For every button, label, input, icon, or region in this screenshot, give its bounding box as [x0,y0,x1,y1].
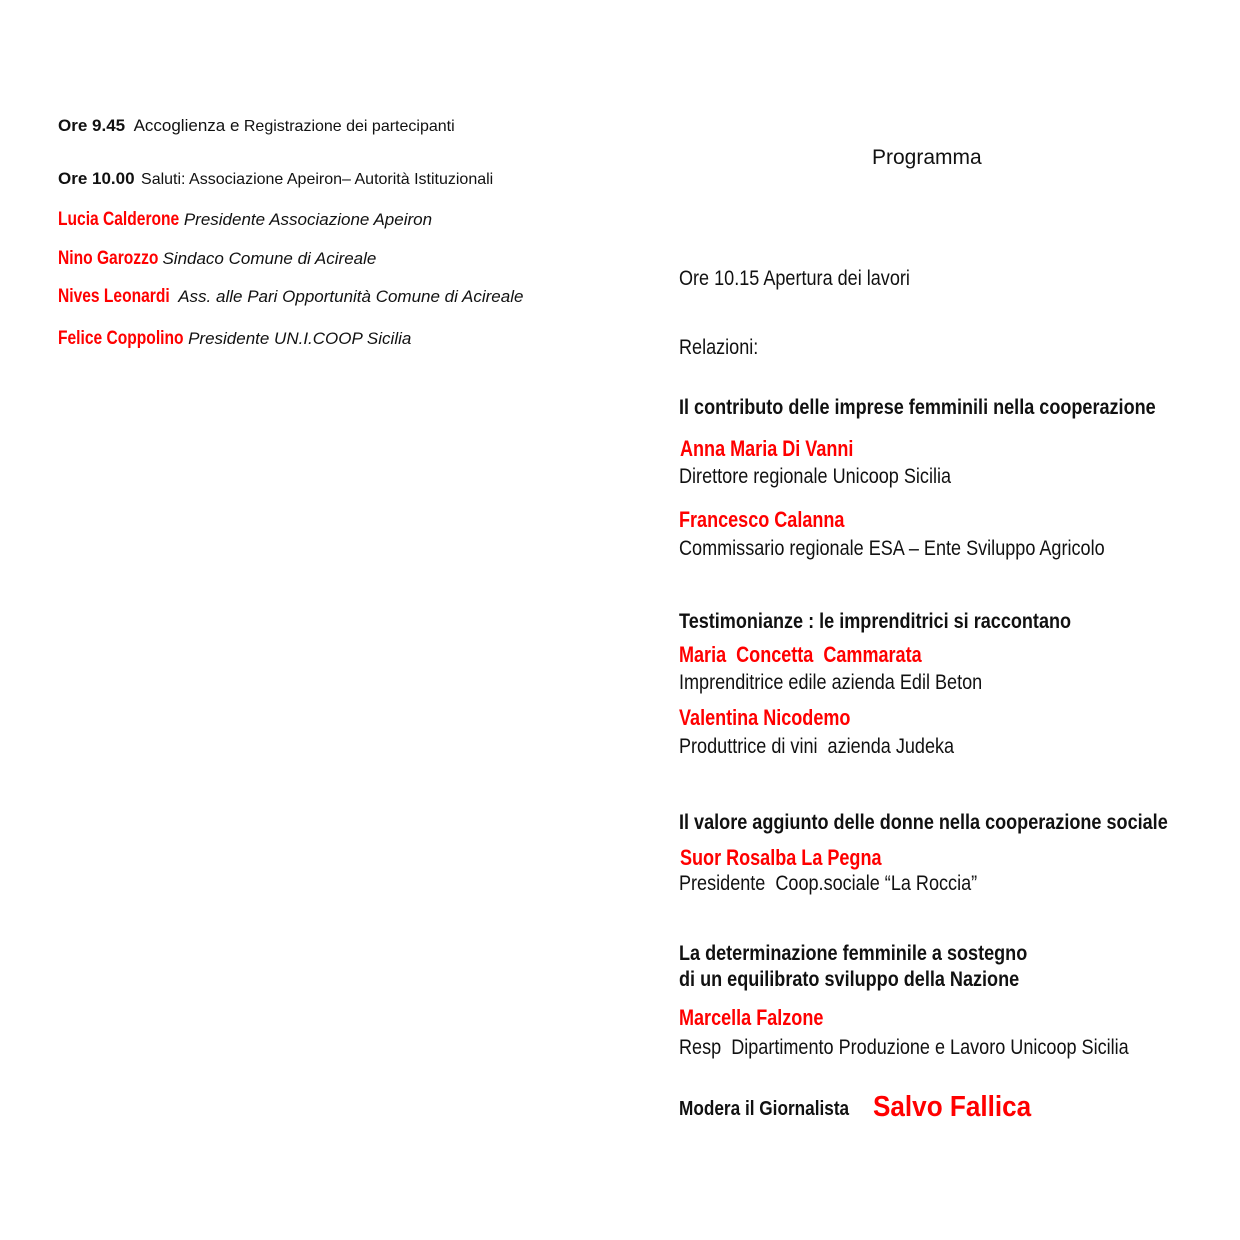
greeting-person [58,248,376,270]
moderator-label: Modera il Giornalista [679,1098,850,1120]
speaker-name [679,705,888,731]
section-heading [679,968,1075,992]
speaker-role-text: Direttore regionale Unicoop Sicilia [679,465,952,488]
opening-text: Ore 10.15 Apertura dei lavori [679,267,910,290]
speaker-name-text: Valentina Nicodemo [679,705,851,730]
time-label: Ore 9.45 [58,116,126,135]
speaker-role [679,671,1032,695]
speaker-role-text: Commissario regionale ESA – Ente Sviluppo Agricolo [679,537,1105,560]
speaker-role-text: Presidente Coop.sociale “La Roccia” [679,872,978,895]
moderator-line [679,1091,1032,1123]
relazioni-label [679,336,771,360]
speaker-name [680,436,892,462]
person-name: Lucia Calderone [58,209,180,230]
relazioni-text: Relazioni: [679,336,759,359]
section-heading-text: Testimonianze : le imprenditrici si raccontano [679,610,1072,633]
speaker-name [679,507,881,533]
speaker-role-text: Produttrice di vini azienda Judeka [679,735,955,758]
registration-text: Registrazione dei partecipanti [243,118,455,135]
person-name: Felice Coppolino [58,328,184,349]
section-heading-text: Il contributo delle imprese femminili nella cooperazione [679,396,1156,419]
greeting-person [58,286,523,308]
person-role: Presidente Associazione Apeiron [183,210,433,229]
speaker-name [679,642,975,668]
person-name: Nives Leonardi [58,286,170,307]
speaker-role-text: Resp Dipartimento Produzione e Lavoro Unicoop Sicilia [679,1036,1129,1059]
section-heading [679,942,1084,966]
opening-line [679,267,948,291]
welcome-text: Accoglienza e [133,116,240,135]
greetings-text: Saluti: Associazione Apeiron– Autorità Istituzionali [141,171,494,188]
speaker-role [679,872,1026,896]
person-role: Sindaco Comune di Acireale [162,249,377,268]
speaker-name-text: Anna Maria Di Vanni [680,436,854,461]
person-role: Ass. alle Pari Opportunità Comune di Acireale [178,287,524,306]
speaker-name-text: Francesco Calanna [679,507,845,532]
speaker-name [679,1005,855,1031]
person-role: Presidente UN.I.COOP Sicilia [188,329,412,348]
section-heading-line2: di un equilibrato sviluppo della Nazione [679,968,1020,991]
section-heading-text: Il valore aggiunto delle donne nella cooperazione sociale [679,811,1168,834]
schedule-line-welcome [58,116,455,136]
moderator-name: Salvo Fallica [873,1091,1032,1123]
speaker-role [679,1036,1202,1060]
speaker-name [680,845,926,871]
speaker-role [679,735,999,759]
section-heading [679,610,1135,634]
section-heading [679,811,1240,835]
speaker-role [679,537,1174,561]
speaker-name-text: Maria Concetta Cammarata [679,642,922,667]
speaker-name-text: Suor Rosalba La Pegna [680,845,882,870]
speaker-role [679,465,995,489]
speaker-name-text: Marcella Falzone [679,1005,824,1030]
schedule-line-greetings [58,169,493,189]
section-heading-line1: La determinazione femminile a sostegno [679,942,1028,965]
speaker-role-text: Imprenditrice edile azienda Edil Beton [679,671,983,694]
time-label: Ore 10.00 [58,169,135,188]
greeting-person [58,209,432,231]
page-title: Programma [872,146,982,169]
person-name: Nino Garozzo [58,248,159,269]
section-heading [679,396,1233,420]
greeting-person [58,328,411,350]
